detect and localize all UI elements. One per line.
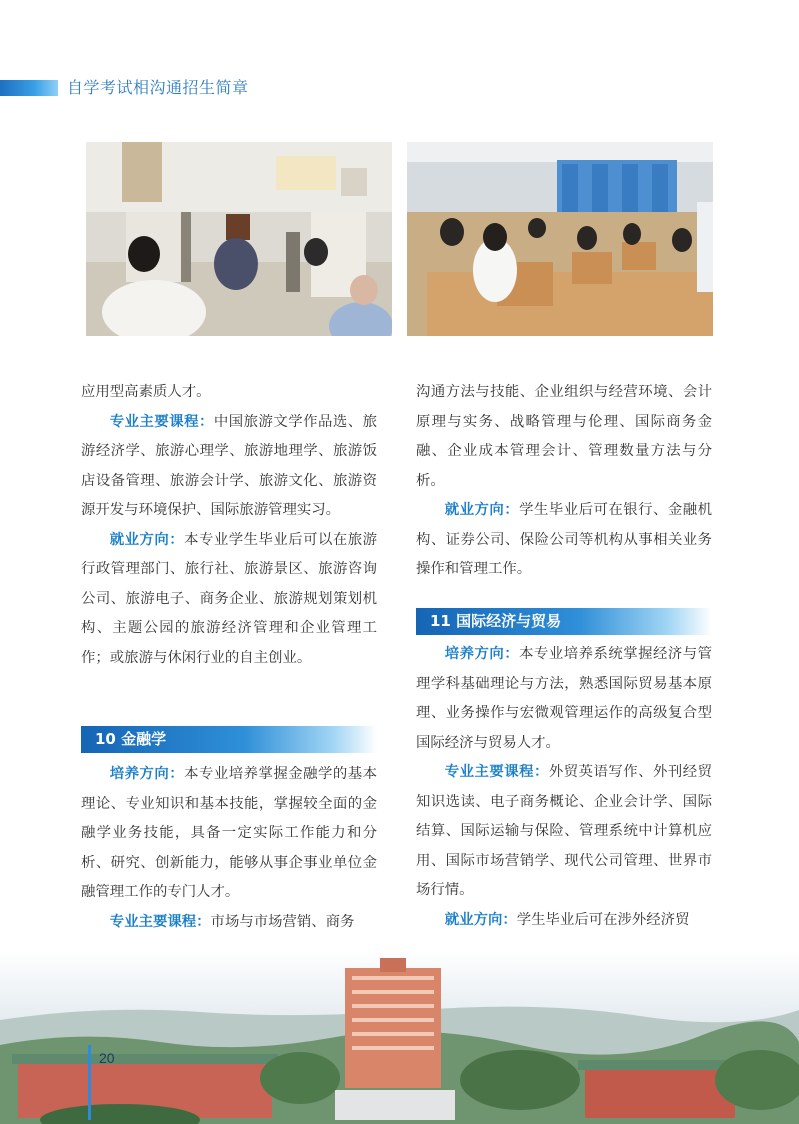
training-text: 本专业培养掌握金融学的基本理论、专业知识和基本技能，掌握较全面的金融学业务技能，具备一定实际工作能力和分析、研究、创新能力，能够从事企事业单位金融管理工作的专门人才。: [81, 766, 377, 900]
employment-text: 学生毕业后可在银行、金融机构、证券公司、保险公司等机构从事相关业务操作和管理工作。: [416, 502, 712, 577]
continuation-text: 应用型高素质人才。: [81, 384, 211, 400]
right-text-column: [416, 378, 712, 585]
trade-employment-paragraph: [416, 906, 712, 936]
page-number-bar: [88, 1045, 91, 1120]
finance-section-heading: 10 金融学: [81, 726, 377, 753]
page-header-title: 自学考试相沟通招生简章: [67, 78, 249, 97]
training-text: 本专业培养系统掌握经济与管理学科基础理论与方法，熟悉国际贸易基本原理、业务操作与宏微观管理运作的高级复合型国际经济与贸易人才。: [416, 646, 712, 751]
trade-text-column: [416, 640, 712, 935]
courses-label: 专业主要课程：: [444, 764, 549, 780]
art-class-photo: [86, 142, 392, 336]
finance-courses-paragraph: [81, 908, 377, 938]
computer-exam-photo: [407, 142, 713, 336]
tourism-courses-paragraph: [81, 408, 377, 526]
courses-label: 专业主要课程：: [109, 413, 214, 430]
trade-training-paragraph: [416, 640, 712, 758]
campus-footer-image: [0, 950, 799, 1124]
left-text-column: [81, 378, 377, 673]
finance-text-column: [81, 760, 377, 937]
finance-courses-continuation: 沟通方法与技能、企业组织与经营环境、会计原理与实务、战略管理与伦理、国际商务金融、企业成本管理会计、管理数量方法与分析。: [416, 384, 712, 489]
courses-text: 市场与市场营销、商务: [210, 913, 355, 930]
trade-section-heading: 11 国际经济与贸易: [416, 608, 712, 635]
page-number: 20: [99, 1050, 115, 1066]
employment-text: 本专业学生毕业后可以在旅游行政管理部门、旅行社、旅游景区、旅游咨询公司、旅游电子、商务企业、旅游规划策划机构、主题公园的旅游经济管理和企业管理工作；或旅游与休闲行业的自主创业。: [81, 531, 377, 666]
employment-label: 就业方向：: [109, 531, 185, 548]
courses-text: 外贸英语写作、外刊经贸知识选读、电子商务概论、企业会计学、国际结算、国际运输与保险、管理系统中计算机应用、国际市场营销学、现代公司管理、世界市场行情。: [416, 764, 712, 898]
courses-label: 专业主要课程：: [109, 913, 211, 930]
training-label: 培养方向：: [109, 766, 185, 782]
finance-employment-paragraph: [416, 496, 712, 585]
courses-text: 中国旅游文学作品选、旅游经济学、旅游心理学、旅游地理学、旅游饭店设备管理、旅游会计学、旅游文化、旅游资源开发与环境保护、国际旅游管理实习。: [81, 413, 377, 518]
header-accent-bar: [0, 80, 58, 96]
tourism-employment-paragraph: [81, 526, 377, 674]
training-label: 培养方向：: [444, 646, 520, 662]
employment-label: 就业方向：: [444, 502, 520, 518]
employment-text: 学生毕业后可在涉外经济贸: [516, 911, 690, 928]
finance-training-paragraph: [81, 760, 377, 908]
employment-label: 就业方向：: [444, 911, 517, 928]
trade-courses-paragraph: [416, 758, 712, 906]
